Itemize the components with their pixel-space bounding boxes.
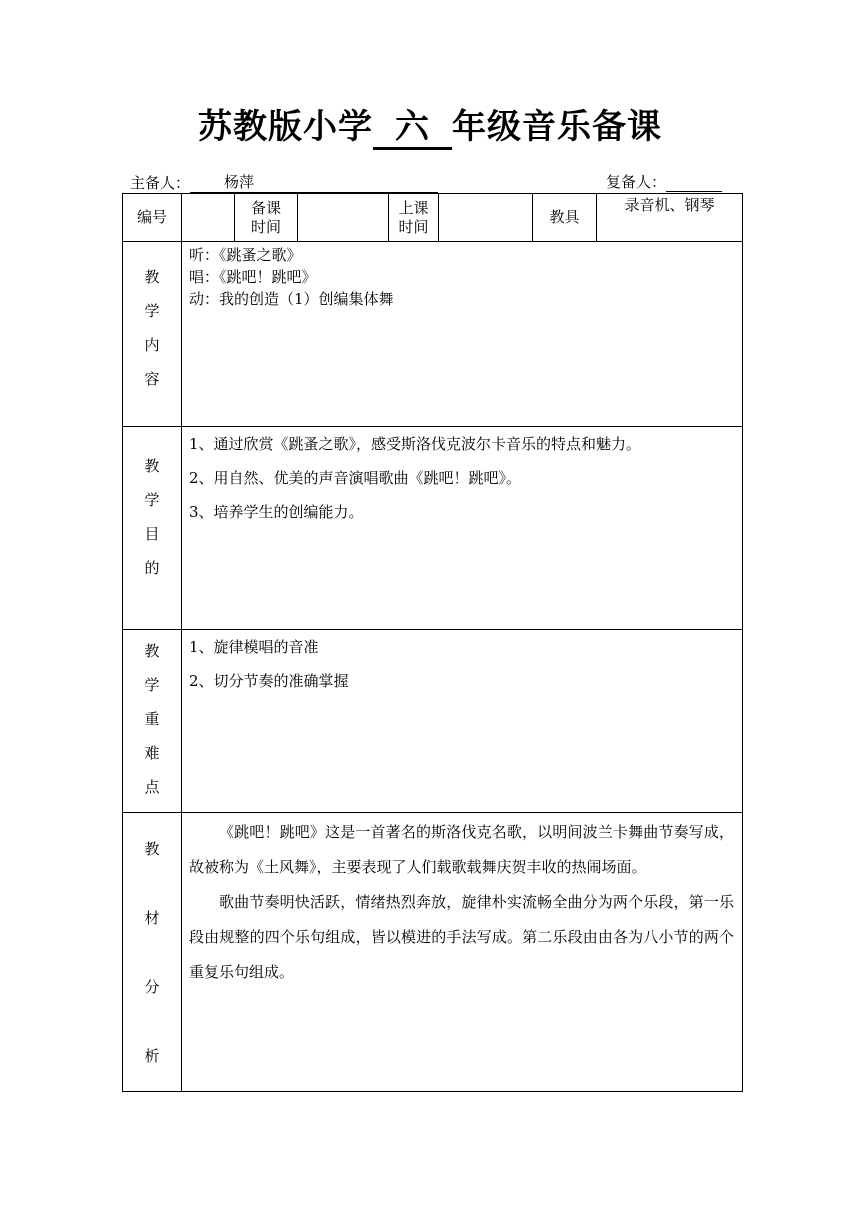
id-value [182,194,235,242]
content-body [182,242,743,427]
main-preparer-value: 杨萍 [190,172,438,193]
title-suffix: 年级音乐备课 [452,107,662,147]
title-prefix: 苏教版小学 [198,107,373,147]
content-line: 唱：《跳吧！跳吧》 [189,268,317,286]
analysis-row [123,813,743,1092]
key-points-body [182,630,743,813]
class-time-label: 上课时间 [389,194,439,242]
key-points-row [123,630,743,813]
content-line: 动：我的创造（1）创编集体舞 [189,290,394,308]
analysis-label: 教 材 分 析 [123,813,182,1092]
goals-label: 教 学 目 的 [123,427,182,630]
tools-value: 录音机、钢琴 [597,194,743,242]
class-time-value [439,194,533,242]
header-row [123,194,743,242]
page-title [0,103,860,151]
analysis-paragraph: 《跳吧！跳吧》这是一首著名的斯洛伐克名歌，以明间波兰卡舞曲节奏写成，故被称为《土风舞》，主要表现了人们载歌载舞庆贺丰收的热闹场面。 [189,823,734,876]
goal-item: 3、培养学生的创编能力。 [189,503,364,521]
goal-item: 2、用自然、优美的声音演唱歌曲《跳吧！跳吧》。 [189,469,522,487]
content-row [123,242,743,427]
goal-item: 1、通过欣赏《跳蚤之歌》，感受斯洛伐克波尔卡音乐的特点和魅力。 [189,435,642,453]
content-line: 听：《跳蚤之歌》 [189,246,302,264]
analysis-body [182,813,743,1092]
grade-field: 六 [373,107,452,150]
key-point-item: 1、旋律模唱的音准 [189,638,319,656]
co-preparer-label: 复备人： [606,173,667,191]
lesson-plan-table [122,193,743,1092]
prep-time-label: 备课时间 [235,194,298,242]
content-label: 教 学 内 容 [123,242,182,427]
goals-row [123,427,743,630]
goals-body [182,427,743,630]
tools-label: 教具 [533,194,597,242]
key-points-label: 教 学 重 难 点 [123,630,182,813]
main-preparer-label: 主备人： [130,174,191,192]
analysis-paragraph: 歌曲节奏明快活跃，情绪热烈奔放，旋律朴实流畅全曲分为两个乐段，第一乐段由规整的四个乐句组成，皆以模进的手法写成。第二乐段由由各为八小节的两个重复乐句组成。 [189,893,734,981]
main-preparer-line [130,172,438,193]
co-preparer-line [606,172,722,192]
co-preparer-value [666,172,722,192]
id-label: 编号 [123,194,182,242]
prep-time-value [298,194,389,242]
key-point-item: 2、切分节奏的准确掌握 [189,672,349,690]
